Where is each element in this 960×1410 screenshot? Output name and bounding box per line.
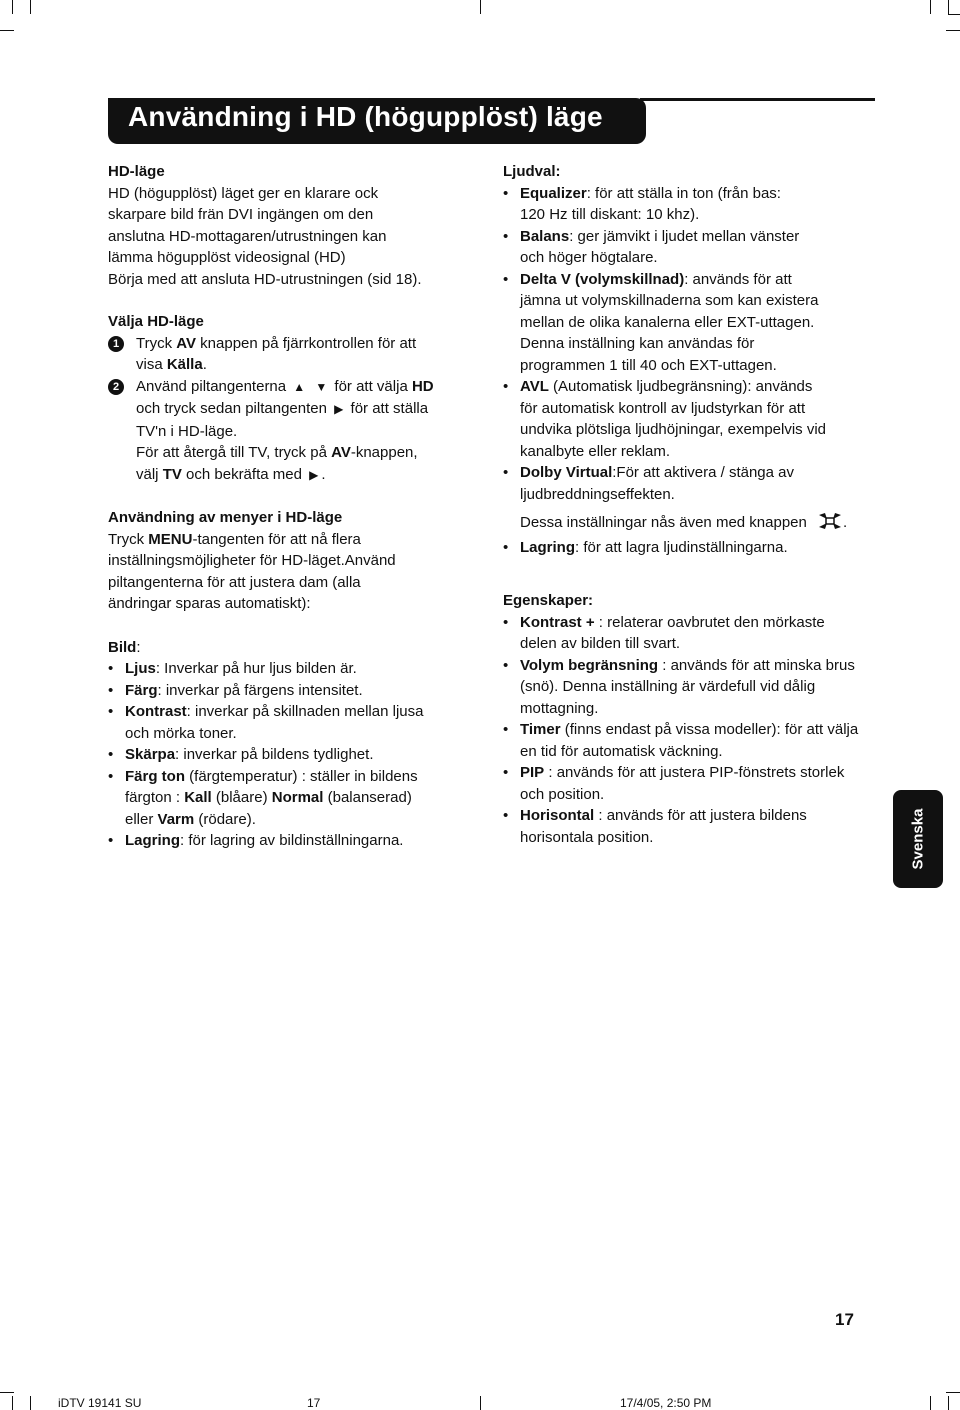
left-column — [108, 161, 478, 852]
crop-mark — [30, 1396, 31, 1410]
list-item: • Kontrast: inverkar på skillnaden mellan ljusa och mörka toner. — [108, 701, 478, 744]
list-item: • Skärpa: inverkar på bildens tydlighet. — [108, 744, 478, 766]
hd-text-line: lämma högupplöst videosignal (HD) — [108, 249, 346, 266]
crop-mark — [946, 30, 960, 31]
title-rule — [640, 98, 875, 101]
menus-text-line: piltangenterna för att justera dam (alla — [108, 573, 361, 591]
list-item: • Lagring: för att lagra ljudinställningarna. — [503, 537, 883, 559]
footer-filename: iDTV 19141 SU — [58, 1396, 142, 1410]
ljud-heading: Ljudval: — [503, 163, 561, 180]
crop-mark — [12, 0, 13, 14]
arrow-down-icon: ▼ — [315, 379, 328, 394]
crop-mark — [948, 1396, 949, 1410]
list-item: • Kontrast + : relaterar oavbrutet den mörkaste delen av bilden till svart. — [503, 612, 883, 655]
list-item: • Volym begränsning : används för att minska brus (snö). Denna inställning är värdefull vid dålig mottagning. — [503, 655, 883, 720]
menus-text-line: ändringar sparas automatiskt): — [108, 595, 311, 612]
list-item: • Färg: inverkar på färgens intensitet. — [108, 680, 478, 702]
hd-text-line: Börja med att ansluta HD-utrustningen (sid 18). — [108, 270, 422, 288]
surround-button-icon — [817, 511, 843, 531]
note: Dessa inställningar nås även med knappen . — [503, 511, 883, 534]
hd-text-line: skarpare bild frän DVI ingängen om den — [108, 206, 374, 223]
step-2: 2 Använd piltangenterna ▲ ▼ för att välja HD och tryck sedan piltangenten ▶ för att ställa TV'n i HD-läge. — [108, 376, 478, 443]
list-item: • Ljus: Inverkar på hur ljus bilden är. — [108, 658, 478, 680]
crop-mark — [480, 1396, 481, 1410]
list-item: • Dolby Virtual:För att aktivera / stänga av ljudbreddningseffekten. — [503, 462, 883, 505]
crop-mark — [0, 30, 14, 31]
ljud-list — [503, 183, 883, 506]
list-item: • AVL (Automatisk ljudbegränsning): används för automatisk kontroll av ljudstyrkan för att undvika plötsliga ljudhöjningar, exempelvis vid kanalbyte eller reklam. — [503, 376, 883, 462]
crop-mark — [30, 0, 31, 14]
arrow-up-icon: ▲ — [293, 379, 306, 394]
crop-mark — [948, 14, 960, 15]
footer-page: 17 — [307, 1396, 321, 1410]
egenskaper-heading: Egenskaper: — [503, 592, 594, 609]
step-number-2-icon: 2 — [108, 379, 124, 395]
list-item: • Färg ton (färgtemperatur) : ställer in bildens färgton : Kall (blåare) Normal (balanserad) eller Varm (rödare). — [108, 766, 478, 831]
step-1: 1 Tryck AV knappen på fjärrkontrollen för att visa Källa. — [108, 333, 478, 376]
crop-mark — [480, 0, 481, 14]
page-title: Användning i HD (högupplöst) läge — [128, 101, 603, 132]
hd-heading: HD-läge — [108, 163, 165, 180]
menus-heading: Användning av menyer i HD-läge — [108, 509, 343, 526]
crop-mark — [946, 1392, 960, 1393]
list-item: • Balans: ger jämvikt i ljudet mellan vänster och höger högtalare. — [503, 226, 883, 269]
crop-mark — [930, 1396, 931, 1410]
hd-text-line: anslutna HD-mottagaren/utrustningen kan — [108, 227, 387, 245]
menus-text-line: Tryck MENU-tangenten för att nå flera — [108, 530, 361, 548]
crop-mark — [930, 0, 931, 14]
menus-text-line: inställningsmöjligheter för HD-läget.Använd — [108, 552, 396, 569]
language-tab-label: Svenska — [909, 808, 927, 870]
list-item: • Delta V (volymskillnad): används för att jämna ut volymskillnaderna som kan existera mellan de olika kanalerna eller EXT-uttagen. Denna inställning kan användas för programmen 1 till 40 och EXT-uttagen. — [503, 269, 883, 377]
step-number-1-icon: 1 — [108, 336, 124, 352]
right-column — [503, 161, 883, 848]
return-instructions: För att återgå till TV, tryck på AV-knappen, välj TV och bekräfta med ▶ . — [108, 442, 478, 486]
page-number: 17 — [835, 1310, 854, 1329]
bild-heading: Bild: — [108, 638, 141, 656]
list-item: • PIP : används för att justera PIP-fönstrets storlek och position. — [503, 762, 883, 805]
arrow-right-icon: ▶ — [334, 402, 344, 416]
steps-list — [108, 333, 478, 487]
bild-list — [108, 658, 478, 852]
list-item: • Timer (finns endast på vissa modeller): för att välja en tid för automatisk väckning. — [503, 719, 883, 762]
select-hd-heading: Välja HD-läge — [108, 313, 204, 330]
egenskaper-list — [503, 612, 883, 849]
arrow-right-icon: ▶ — [309, 467, 319, 482]
list-item: • Horisontal : används för att justera bildens horisontala position. — [503, 805, 883, 848]
hd-text-line: HD (högupplöst) läget ger en klarare ock — [108, 184, 379, 202]
crop-mark — [948, 0, 949, 14]
crop-mark — [0, 1392, 14, 1393]
crop-mark — [12, 1396, 13, 1410]
list-item: • Equalizer: för att ställa in ton (från bas: 120 Hz till diskant: 10 khz). — [503, 183, 883, 226]
footer-date: 17/4/05, 2:50 PM — [620, 1396, 712, 1410]
ljud-list-2 — [503, 537, 883, 559]
list-item: • Lagring: för lagring av bildinställningarna. — [108, 830, 478, 852]
